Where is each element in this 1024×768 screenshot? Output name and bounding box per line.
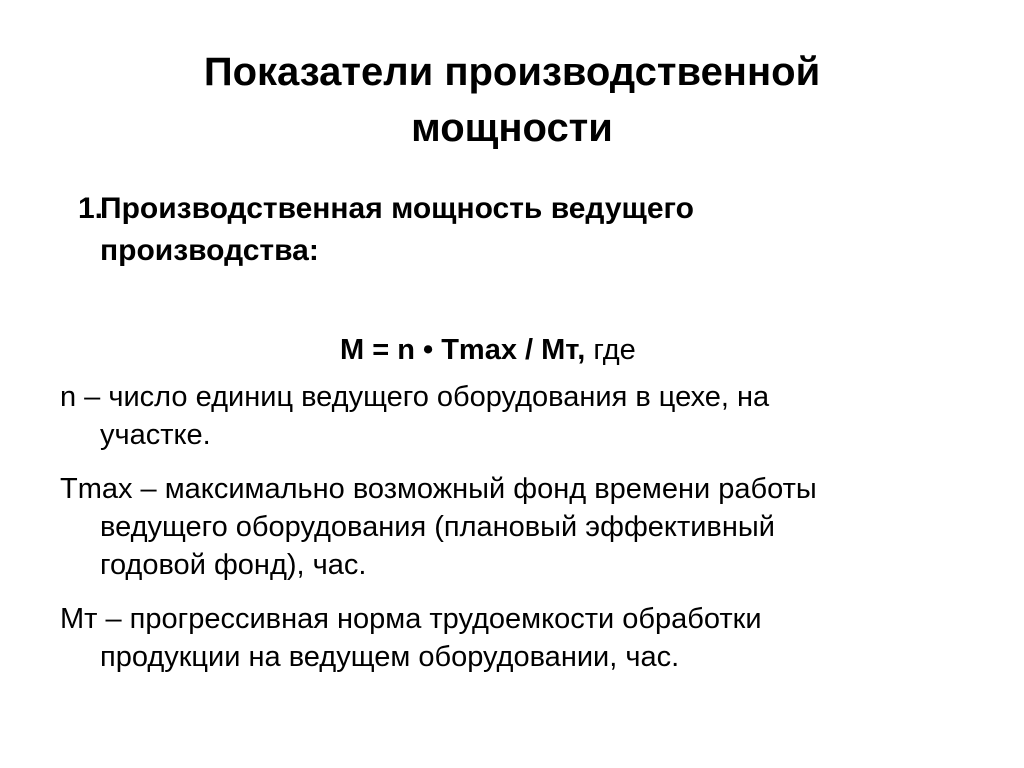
definition-mt-line-1: Мт – прогрессивная норма трудоемкости обработки [60,603,762,635]
definition-tmax [60,470,960,584]
formula-suffix: где [585,334,636,366]
slide-title-line-1: Показатели производственной [203,50,821,94]
slide-title [0,44,1024,156]
capacity-formula [340,330,636,370]
formula-expression: М = n • Тmax / Мт, [340,334,586,366]
section-number: 1. [78,192,104,225]
section-heading [78,188,960,272]
definition-mt [60,600,960,676]
definition-n-line-1: n – число единиц ведущего оборудования в цехе, на [60,381,770,413]
definition-n [60,378,960,454]
slide-title-line-2: мощности [411,106,613,150]
definition-tmax-line-1: Тmax – максимально возможный фонд времени работы [60,473,817,505]
definition-mt-line-2: продукции на ведущем оборудовании, час. [100,641,680,673]
definition-n-line-2: участке. [100,419,211,451]
definition-tmax-line-3: годовой фонд), час. [100,549,367,581]
section-heading-line-2: производства: [100,234,319,267]
section-heading-line-1: Производственная мощность ведущего [100,192,694,225]
definition-tmax-line-2: ведущего оборудования (плановый эффективный [100,511,775,543]
